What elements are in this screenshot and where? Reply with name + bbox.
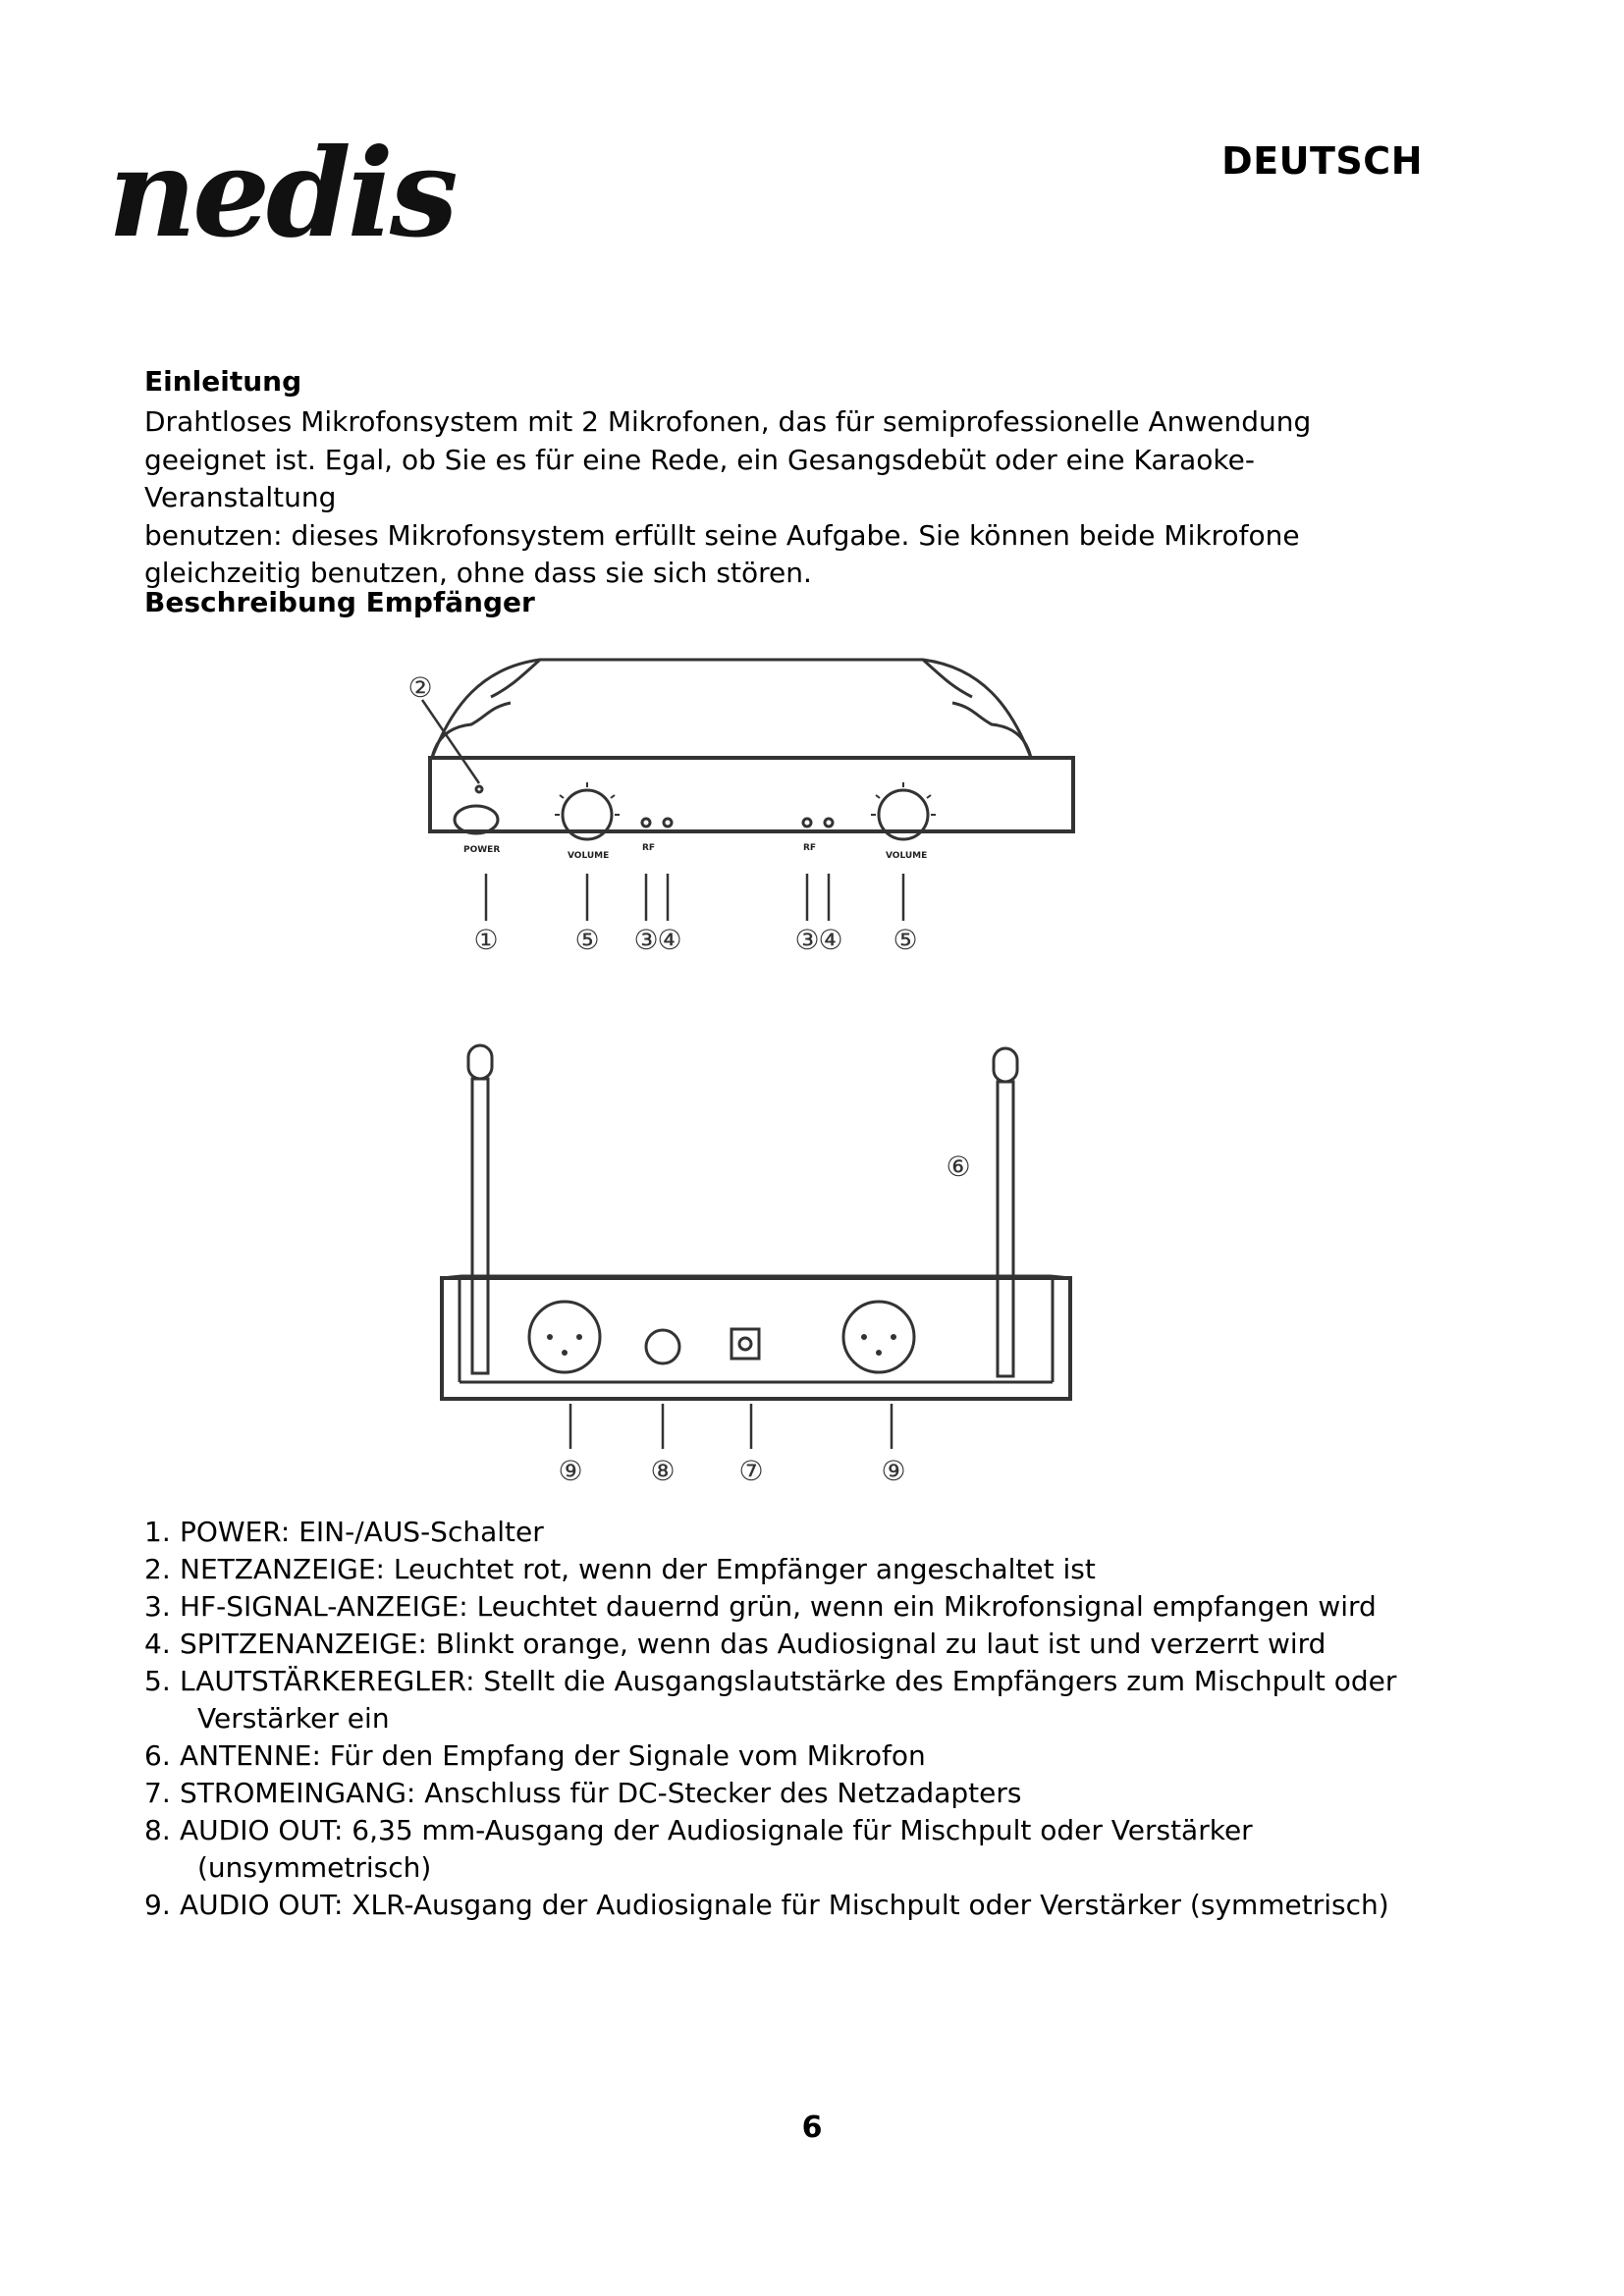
list-item-number: 9. bbox=[144, 1889, 171, 1921]
callout-3-left: ③ bbox=[633, 924, 659, 956]
intro-line: gleichzeitig benutzen, ohne dass sie sich stören. bbox=[144, 557, 812, 589]
peak-led-left bbox=[664, 819, 672, 827]
list-item bbox=[144, 1551, 1460, 1588]
receiver-diagram-svg bbox=[393, 638, 1100, 1502]
callout-8: ⑧ bbox=[650, 1455, 676, 1487]
antenna-tip-right bbox=[994, 1048, 1017, 1082]
list-item-number: 1. bbox=[144, 1516, 171, 1548]
callout-5-left: ⑤ bbox=[574, 924, 600, 956]
list-item-continuation: (unsymmetrisch) bbox=[197, 1851, 432, 1884]
intro-line: benutzen: dieses Mikrofonsystem erfüllt seine Aufgabe. Sie können beide Mikrofone bbox=[144, 518, 1300, 552]
list-item bbox=[144, 1812, 1460, 1887]
front-panel-labels bbox=[463, 843, 927, 861]
list-item bbox=[144, 1737, 1460, 1775]
logo-wordmark: nedis bbox=[108, 133, 455, 265]
intro-paragraph bbox=[144, 403, 1421, 593]
list-item bbox=[144, 1775, 1460, 1812]
list-item bbox=[144, 1588, 1460, 1626]
list-item-number: 4. bbox=[144, 1628, 171, 1660]
intro-heading: Einleitung bbox=[144, 365, 302, 398]
callout-4-right: ④ bbox=[818, 924, 843, 956]
antenna-left bbox=[472, 1079, 488, 1373]
callout-2: ② bbox=[407, 671, 433, 704]
receiver-front-panel bbox=[430, 758, 1073, 831]
list-item-text: SPITZENANZEIGE: Blinkt orange, wenn das Audiosignal zu laut ist und verzerrt wird bbox=[180, 1628, 1326, 1660]
page-number: 6 bbox=[801, 2110, 823, 2145]
receiver-parts-list bbox=[144, 1514, 1460, 1924]
jack-output-6-35mm bbox=[646, 1330, 679, 1363]
back-leader-lines bbox=[570, 1404, 892, 1449]
xlr-output-left-pins bbox=[547, 1334, 582, 1356]
receiver-back-view bbox=[442, 1045, 1070, 1449]
rf-led-right bbox=[803, 819, 811, 827]
list-item bbox=[144, 1887, 1460, 1924]
callout-9-left: ⑨ bbox=[558, 1455, 583, 1487]
callout-9-right: ⑨ bbox=[881, 1455, 906, 1487]
receiver-diagram bbox=[393, 638, 1100, 1502]
callout-3-right: ③ bbox=[794, 924, 820, 956]
list-item-text: HF-SIGNAL-ANZEIGE: Leuchtet dauernd grün, wenn ein Mikrofonsignal empfangen wird bbox=[180, 1590, 1377, 1623]
list-item-continuation: Verstärker ein bbox=[197, 1702, 390, 1735]
callout-7: ⑦ bbox=[738, 1455, 764, 1487]
intro-line: Drahtloses Mikrofonsystem mit 2 Mikrofonen, das für semiprofessionelle Anwendung bbox=[144, 405, 1312, 438]
list-item bbox=[144, 1663, 1460, 1737]
callout-6: ⑥ bbox=[946, 1150, 971, 1183]
nedis-logo bbox=[108, 133, 599, 265]
xlr-output-right bbox=[843, 1302, 914, 1372]
power-indicator-led bbox=[476, 786, 482, 792]
callout-1: ① bbox=[473, 924, 499, 956]
nedis-logo-graphic bbox=[108, 133, 599, 265]
peak-led-right bbox=[825, 819, 833, 827]
list-item-number: 3. bbox=[144, 1590, 171, 1623]
intro-line: geeignet ist. Egal, ob Sie es für eine Rede, ein Gesangsdebüt oder eine Karaoke-Veranstaltung bbox=[144, 443, 1255, 513]
receiver-heading: Beschreibung Empfänger bbox=[144, 586, 535, 618]
callout-4-left: ④ bbox=[657, 924, 682, 956]
rf-led-left bbox=[642, 819, 650, 827]
list-item-text: LAUTSTÄRKEREGLER: Stellt die Ausgangslautstärke des Empfängers zum Mischpult oder bbox=[180, 1665, 1397, 1697]
volume-label-left: VOLUME bbox=[568, 851, 610, 861]
antenna-tip-left bbox=[468, 1045, 492, 1079]
power-button bbox=[455, 806, 498, 833]
dc-power-input-pin bbox=[739, 1338, 751, 1350]
rf-label-left: RF bbox=[642, 843, 656, 853]
list-item-number: 8. bbox=[144, 1814, 171, 1846]
list-item-text: POWER: EIN-/AUS-Schalter bbox=[180, 1516, 544, 1548]
xlr-output-right-pins bbox=[861, 1334, 896, 1356]
list-item-number: 6. bbox=[144, 1739, 171, 1772]
list-item-text: AUDIO OUT: 6,35 mm-Ausgang der Audiosignale für Mischpult oder Verstärker bbox=[180, 1814, 1253, 1846]
diagram-callouts bbox=[407, 671, 970, 1487]
list-item bbox=[144, 1626, 1460, 1663]
power-label: POWER bbox=[463, 845, 501, 855]
volume-label-right: VOLUME bbox=[886, 851, 928, 861]
callout-5-right: ⑤ bbox=[893, 924, 918, 956]
list-item-text: STROMEINGANG: Anschluss für DC-Stecker des Netzadapters bbox=[180, 1777, 1022, 1809]
list-item-number: 7. bbox=[144, 1777, 171, 1809]
list-item-text: AUDIO OUT: XLR-Ausgang der Audiosignale für Mischpult oder Verstärker (symmetrisch) bbox=[180, 1889, 1389, 1921]
xlr-output-left bbox=[529, 1302, 600, 1372]
list-item bbox=[144, 1514, 1460, 1551]
rf-label-right: RF bbox=[803, 843, 817, 853]
list-item-number: 5. bbox=[144, 1665, 171, 1697]
list-item-number: 2. bbox=[144, 1553, 171, 1585]
receiver-front-view bbox=[422, 660, 1073, 921]
language-label: DEUTSCH bbox=[1221, 139, 1423, 183]
list-item-text: NETZANZEIGE: Leuchtet rot, wenn der Empfänger angeschaltet ist bbox=[180, 1553, 1096, 1585]
dc-power-input bbox=[731, 1329, 759, 1359]
antenna-right bbox=[998, 1082, 1013, 1376]
list-item-text: ANTENNE: Für den Empfang der Signale vom Mikrofon bbox=[180, 1739, 926, 1772]
